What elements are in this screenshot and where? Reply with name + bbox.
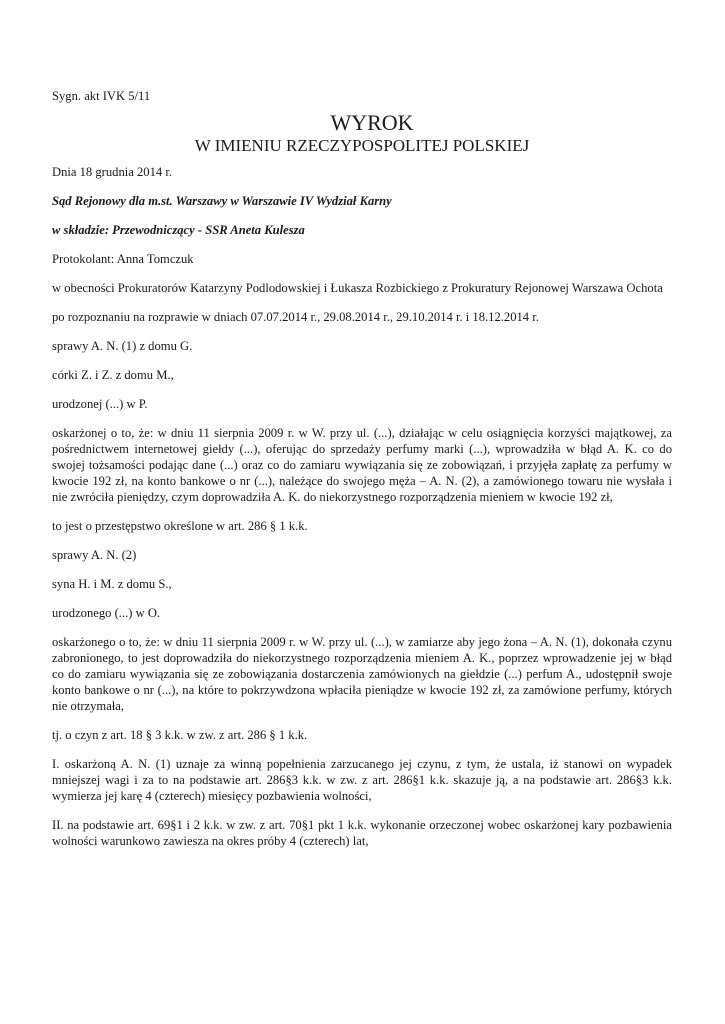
charge2-article-paragraph: tj. o czyn z art. 18 § 3 k.k. w zw. z art. 286 § 1 k.k. bbox=[52, 728, 308, 742]
case-signature: Sygn. akt IVK 5/11 bbox=[52, 89, 151, 103]
case1-born-paragraph: urodzonej (...) w P. bbox=[52, 397, 148, 411]
hearing-paragraph: po rozpoznaniu na rozprawie w dniach 07.07.2014 r., 29.08.2014 r., 29.10.2014 r. i 18.12.2014 r. bbox=[52, 310, 539, 324]
charge2-paragraph: oskarżonego o to, że: w dniu 11 sierpnia 2009 r. w W. przy ul. (...), w zamiarze aby jego żona – A. N. (1), dokonała czynu zabronionego, to jest doprowadziła do niekorzystnego rozporządzenia mieniem A. K., poprzez wprowadzenie jej w błąd co do zamiaru wywiązania się ze zobowiązania dostarczenia zamówionych na giełdzie (...) perfum A., udostępnił swoje konto bankowe o nr (...), na które to pokrzywdzona wpłaciła pieniądze w kwocie 192 zł, za zamówione perfumy, których nie otrzymała, bbox=[52, 635, 672, 713]
court-paragraph: Sąd Rejonowy dla m.st. Warszawy w Warszawie IV Wydział Karny bbox=[52, 194, 392, 208]
date-paragraph: Dnia 18 grudnia 2014 r. bbox=[52, 165, 172, 179]
charge1-paragraph: oskarżonej o to, że: w dniu 11 sierpnia 2009 r. w W. przy ul. (...), działając w celu osiągnięcia korzyści majątkowej, za pośrednictwem internetowej giełdy (...), oferując do sprzedaży perfumy marki (...), wprowadziła w błąd A. K. co do swojej tożsamości podając dane (...) oraz co do zamiaru wywiązania się ze zobowiązań, i przyjęła zapłatę za perfumy w kwocie 192 zł, na konto bankowe o nr (...), należące do swojego męża – A. N. (2), a zamówionego towaru nie wysłała i nie zwróciła pieniędzy, czym doprowadziła A. K. do niekorzystnego rozporządzenia mieniem w kwocie 192 zł, bbox=[52, 426, 672, 504]
verdict1-paragraph: I. oskarżoną A. N. (1) uznaje za winną popełnienia zarzucanego jej czynu, z tym, że ustala, iż stanowi on wypadek mniejszej wagi i za to na podstawie art. 286§3 k.k. w zw. z art. 286§1 k.k. skazuje ją, a na podstawie art. 286§3 k.k. wymierza jej karę 4 (czterech) miesięcy pozbawienia wolności, bbox=[52, 757, 672, 803]
recorder-paragraph: Protokolant: Anna Tomczuk bbox=[52, 252, 194, 266]
composition-paragraph: w składzie: Przewodniczący - SSR Aneta Kulesza bbox=[52, 223, 305, 237]
charge1-article-paragraph: to jest o przestępstwo określone w art. 286 § 1 k.k. bbox=[52, 519, 308, 533]
document-title: WYROK bbox=[330, 110, 414, 135]
case2-parents-paragraph: syna H. i M. z domu S., bbox=[52, 577, 172, 591]
document-subtitle: W IMIENIU RZECZYPOSPOLITEJ POLSKIEJ bbox=[194, 136, 530, 155]
case1-parents-paragraph: córki Z. i Z. z domu M., bbox=[52, 368, 174, 382]
verdict2-paragraph: II. na podstawie art. 69§1 i 2 k.k. w zw. z art. 70§1 pkt 1 k.k. wykonanie orzeczonej wobec oskarżonej kary pozbawienia wolności warunkowo zawiesza na okres próby 4 (czterech) lat, bbox=[52, 818, 672, 848]
presence-paragraph: w obecności Prokuratorów Katarzyny Podlodowskiej i Łukasza Rozbickiego z Prokuratury Rejonowej Warszawa Ochota bbox=[52, 281, 663, 295]
document-page bbox=[52, 88, 672, 862]
case1-paragraph: sprawy A. N. (1) z domu G. bbox=[52, 339, 193, 353]
case2-paragraph: sprawy A. N. (2) bbox=[52, 548, 137, 562]
case2-born-paragraph: urodzonego (...) w O. bbox=[52, 606, 161, 620]
